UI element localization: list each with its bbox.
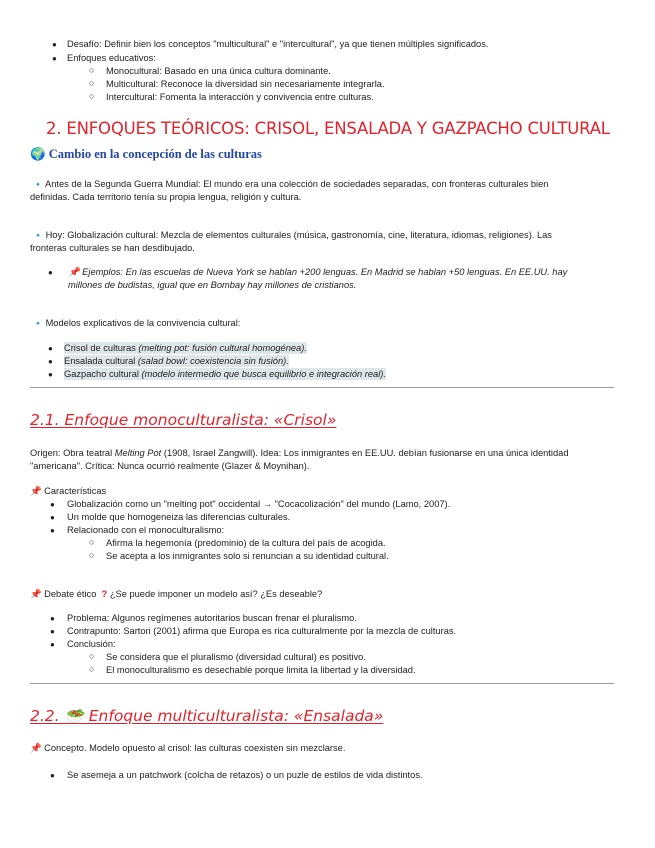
list-item: Problema: Algunos regímenes autoritarios buscan frenar el pluralismo. <box>67 613 357 623</box>
bullet: ● <box>50 640 55 649</box>
sub-list-item: Afirma la hegemonía (predominio) de la cultura del país de acogida. <box>106 538 386 548</box>
example-line <box>68 266 567 278</box>
model-item <box>64 368 386 380</box>
model-desc: (salad bowl: coexistencia sin fusión). <box>137 356 289 366</box>
bullet: ● <box>50 500 55 509</box>
bullet: ● <box>48 344 53 353</box>
section-heading-number: 2.2. <box>30 707 65 725</box>
sub-list-item: Se acepta a los inmigrantes solo si renuncian a su identidad cultural. <box>106 551 389 561</box>
subsection-heading-text: Cambio en la concepción de las culturas <box>48 147 262 161</box>
subsection-heading <box>30 147 262 162</box>
paragraph-line <box>33 317 240 330</box>
subheading-text: Características <box>44 486 107 496</box>
paragraph-text: Hoy: Globalización cultural: Mezcla de elementos culturales (música, gastronomía, cine, literatura, idiomas, religiones). Las <box>45 230 552 240</box>
bullet: ● <box>52 54 57 63</box>
sub-list-item: Multicultural: Reconoce la diversidad sin necesariamente integrarla. <box>106 79 385 89</box>
sub-bullet: ○ <box>89 550 95 560</box>
blue-diamond-icon: 🔹 <box>33 231 43 240</box>
sub-bullet: ○ <box>89 65 95 75</box>
sub-list-item: Se considera que el pluralismo (diversidad cultural) es positivo. <box>106 652 366 662</box>
list-item: Enfoques educativos: <box>67 53 156 63</box>
bullet: ● <box>48 370 53 379</box>
list-item: Contrapunto: Sartori (2001) afirma que Europa es rica culturalmente por la mezcla de culturas. <box>67 626 457 636</box>
example-text: Ejemplos: En las escuelas de Nueva York se hablan +200 lenguas. En Madrid se hablan +50 lenguas. En EE.UU. hay <box>82 267 568 277</box>
paragraph-text: (1908, Israel Zangwill). Idea: Los inmigrantes en EE.UU. debían fusionarse en una única identidad <box>161 448 569 458</box>
paragraph-text: Concepto. Modelo opuesto al crisol: las culturas coexisten sin mezclarse. <box>44 743 346 753</box>
bullet: ● <box>48 357 53 366</box>
horizontal-rule <box>30 683 614 684</box>
section-heading <box>30 707 383 725</box>
model-name: Gazpacho cultural <box>64 369 139 379</box>
sub-bullet: ○ <box>89 664 95 674</box>
blue-diamond-icon: 🔹 <box>33 319 43 328</box>
sub-list-item: Monocultural: Basado en una única cultura dominante. <box>106 66 331 76</box>
paragraph-line: fronteras culturales se han desdibujado. <box>30 243 195 253</box>
model-desc: (modelo intermedio que busca equilibrio e integración real). <box>141 369 386 379</box>
list-item: Un molde que homogeneiza las diferencias culturales. <box>67 512 291 522</box>
bullet: ● <box>50 771 55 780</box>
salad-icon: 🥗 <box>64 707 84 725</box>
list-item: Globalización como un "melting pot" occidental → "Cocacolización" del mundo (Lamo, 2007). <box>67 499 451 509</box>
horizontal-rule <box>30 387 614 388</box>
paragraph-line: definidas. Cada territorio tenía su propia lengua, religión y cultura. <box>30 192 302 202</box>
list-item: Se asemeja a un patchwork (colcha de retazos) o un puzle de estilos de vida distintos. <box>67 770 423 780</box>
blue-diamond-icon: 🔹 <box>33 180 43 189</box>
sub-bullet: ○ <box>89 651 95 661</box>
bullet: ● <box>50 513 55 522</box>
paragraph-line <box>30 742 345 754</box>
example-line: millones de budistas, igual que en Bombay hay millones de cristianos. <box>68 280 357 290</box>
sub-bullet: ○ <box>89 91 95 101</box>
sub-bullet: ○ <box>89 537 95 547</box>
pushpin-icon: 📌 <box>30 486 42 496</box>
list-item: Conclusión: <box>67 639 116 649</box>
paragraph-text: Modelos explicativos de la convivencia cultural: <box>45 318 241 328</box>
work-title: Melting Pot <box>114 448 162 458</box>
paragraph-line <box>30 447 569 459</box>
section-heading: 2. ENFOQUES TEÓRICOS: CRISOL, ENSALADA Y GAZPACHO CULTURAL <box>46 119 610 138</box>
section-heading-text: Enfoque multiculturalista: «Ensalada» <box>83 707 384 725</box>
bullet: ● <box>48 268 53 277</box>
bullet: ● <box>50 627 55 636</box>
pushpin-icon: 📌 <box>30 589 42 599</box>
pushpin-icon: 📌 <box>30 743 42 753</box>
model-name: Crisol de culturas <box>64 343 136 353</box>
model-desc: (melting pot: fusión cultural homogénea). <box>138 343 307 353</box>
question-mark-icon: ? <box>101 589 108 599</box>
paragraph-text: Antes de la Segunda Guerra Mundial: El mundo era una colección de sociedades separadas, con fronteras culturales bien <box>45 179 549 189</box>
paragraph-line: "americana". Crítica: Nunca ocurrió realmente (Glazer & Moynihan). <box>30 461 310 471</box>
globe-icon: 🌍 <box>30 147 46 161</box>
subheading-text: Debate ético <box>44 589 97 599</box>
paragraph-line <box>33 229 552 242</box>
bullet: ● <box>52 40 57 49</box>
subheading <box>30 485 106 497</box>
list-item: Desafío: Definir bien los conceptos "multicultural" e "intercultural", ya que tienen múltiples significados. <box>67 39 489 49</box>
list-item: Relacionado con el monoculturalismo: <box>67 525 225 535</box>
sub-list-item: Intercultural: Fomenta la interacción y convivencia entre culturas. <box>106 92 374 102</box>
debate-question: ¿Se puede imponer un modelo así? ¿Es deseable? <box>109 589 323 599</box>
bullet: ● <box>50 614 55 623</box>
section-heading: 2.1. Enfoque monoculturalista: «Crisol» <box>30 411 337 429</box>
sub-bullet: ○ <box>89 78 95 88</box>
paragraph-line <box>33 178 548 191</box>
model-name: Ensalada cultural <box>64 356 136 366</box>
model-item <box>64 355 289 367</box>
paragraph-text: Origen: Obra teatral <box>30 448 115 458</box>
pushpin-icon: 📌 <box>68 267 80 277</box>
subheading <box>30 588 322 600</box>
sub-list-item: El monoculturalismo es desechable porque limita la libertad y la diversidad. <box>106 665 416 675</box>
model-item <box>64 342 307 354</box>
bullet: ● <box>50 526 55 535</box>
